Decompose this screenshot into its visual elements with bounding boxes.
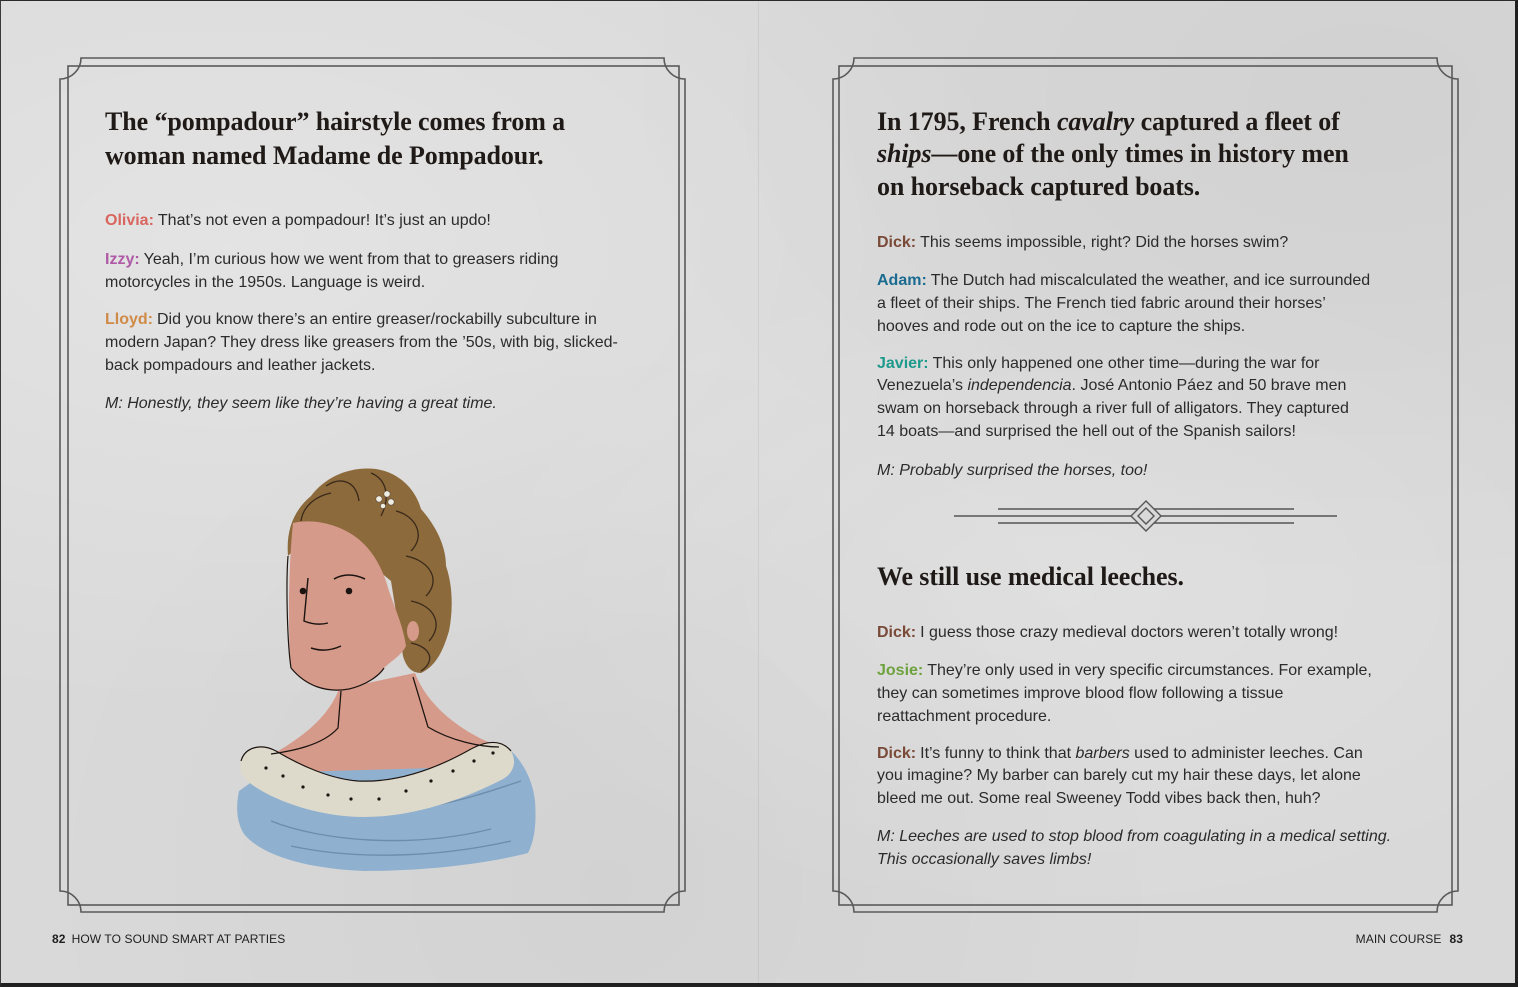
dialogue-line xyxy=(105,209,491,232)
left-eye xyxy=(300,588,307,595)
page-gutter xyxy=(758,1,759,987)
dialogue-line xyxy=(877,621,1338,644)
dialogue-text: That’s not even a pompadour! It’s just an updo! xyxy=(157,211,491,229)
dialogue-dick xyxy=(877,621,1338,644)
dialogue-line: hooves and rode out on the ice to capture the ships. xyxy=(877,317,1246,335)
heading-line xyxy=(877,138,1349,171)
right-eye xyxy=(346,588,353,595)
moderator-note xyxy=(877,825,1391,871)
dialogue-line xyxy=(877,269,1370,292)
heading-line: woman named Madame de Pompadour. xyxy=(105,141,544,170)
portrait-illustration-icon xyxy=(231,461,551,881)
note-line: M: Leeches are used to stop blood from coagulating in a medical setting. xyxy=(877,827,1392,845)
left-page-footer xyxy=(52,931,285,947)
dialogue-adam xyxy=(877,269,1370,338)
heading-line: The “pompadour” hairstyle comes from a xyxy=(105,107,566,136)
speaker-name: Lloyd: xyxy=(105,310,153,328)
dialogue-text: Did you know there’s an entire greaser/rockabilly subculture in xyxy=(157,310,597,328)
dialogue-italic-text: independencia xyxy=(967,377,1072,395)
heading-line xyxy=(877,171,1349,204)
dialogue-text: This only happened one other time—during the war for xyxy=(932,354,1320,372)
note-line: M: Honestly, they seem like they’re having a great time. xyxy=(105,394,497,412)
heading-italic-text: ships xyxy=(877,139,932,169)
speaker-name: Dick: xyxy=(877,623,917,641)
dialogue-text: The Dutch had miscalculated the weather, and ice surrounded xyxy=(930,271,1371,289)
dialogue-text: It’s funny to think that xyxy=(920,744,1076,762)
page-number: 82 xyxy=(52,932,66,946)
heading-text: In 1795, French xyxy=(877,106,1057,136)
dialogue-izzy xyxy=(105,248,558,294)
dialogue-line: 14 boats—and surprised the hell out of the Spanish sailors! xyxy=(877,422,1296,440)
speaker-name: Adam: xyxy=(877,271,927,289)
dialogue-text: Yeah, I’m curious how we went from that to greasers riding xyxy=(143,250,559,268)
dialogue-javier xyxy=(877,353,1349,444)
dialogue-dick xyxy=(877,231,1288,254)
right-page-heading-2 xyxy=(877,560,1184,594)
speaker-name: Izzy: xyxy=(105,250,140,268)
dialogue-text: . José Antonio Páez and 50 brave men xyxy=(1071,377,1347,395)
dialogue-line: motorcycles in the 1950s. Language is weird. xyxy=(105,273,426,291)
dialogue-line xyxy=(877,231,1288,254)
heading-line: We still use medical leeches. xyxy=(877,562,1184,591)
dialogue-line: reattachment procedure. xyxy=(877,707,1052,725)
right-page-footer xyxy=(1356,931,1463,947)
dialogue-line xyxy=(877,743,1363,766)
dialogue-text: I guess those crazy medieval doctors weren’t totally wrong! xyxy=(920,623,1339,641)
dialogue-line xyxy=(877,375,1349,398)
dialogue-line xyxy=(105,248,558,271)
heading-text: captured a fleet of xyxy=(1134,106,1340,136)
running-head: MAIN COURSE xyxy=(1355,932,1442,946)
ornamental-diamond-divider-icon xyxy=(941,496,1351,536)
speaker-name: Josie: xyxy=(877,661,924,679)
moderator-note xyxy=(105,392,497,415)
note-line: M: Probably surprised the horses, too! xyxy=(877,461,1148,479)
running-head: HOW TO SOUND SMART AT PARTIES xyxy=(71,932,286,946)
speaker-name: Javier: xyxy=(877,354,929,372)
dialogue-line: back pompadours and leather jackets. xyxy=(105,356,376,374)
dialogue-text: Venezuela’s xyxy=(877,377,968,395)
dialogue-josie xyxy=(877,659,1372,728)
dialogue-text: used to administer leeches. Can xyxy=(1129,744,1363,762)
dialogue-dick xyxy=(877,743,1363,811)
speaker-name: Dick: xyxy=(877,233,917,251)
heading-text: —one of the only times in history men xyxy=(931,139,1349,169)
speaker-name: Dick: xyxy=(877,744,917,762)
right-page-heading-1 xyxy=(877,106,1349,204)
dialogue-line: you imagine? My barber can barely cut my hair these days, let alone xyxy=(877,767,1361,785)
dialogue-line xyxy=(877,353,1349,376)
speaker-name: Olivia: xyxy=(105,211,154,229)
dialogue-lloyd xyxy=(105,308,618,377)
dialogue-line: a fleet of their ships. The French tied fabric around their horses’ xyxy=(877,294,1326,312)
moderator-note xyxy=(877,459,1147,482)
dialogue-line xyxy=(877,659,1372,682)
heading-line xyxy=(877,106,1349,139)
dialogue-line: they can sometimes improve blood flow following a tissue xyxy=(877,684,1284,702)
dialogue-olivia xyxy=(105,209,491,232)
dialogue-text: This seems impossible, right? Did the horses swim? xyxy=(920,233,1289,251)
note-line: This occasionally saves limbs! xyxy=(877,850,1092,868)
heading-text: on horseback captured boats. xyxy=(877,171,1201,201)
dialogue-text: They’re only used in very specific circumstances. For example, xyxy=(927,661,1372,679)
dialogue-italic-text: barbers xyxy=(1075,744,1130,762)
dialogue-line xyxy=(105,308,618,331)
heading-italic-text: cavalry xyxy=(1056,106,1135,136)
dialogue-line: bleed me out. Some real Sweeney Todd vibes back then, huh? xyxy=(877,789,1321,807)
dialogue-line: swam on horseback through a river full of alligators. They captured xyxy=(877,399,1349,417)
page-number: 83 xyxy=(1449,932,1463,946)
left-page-heading xyxy=(105,105,565,173)
dialogue-line: modern Japan? They dress like greasers from the ’50s, with big, slicked- xyxy=(105,333,618,351)
